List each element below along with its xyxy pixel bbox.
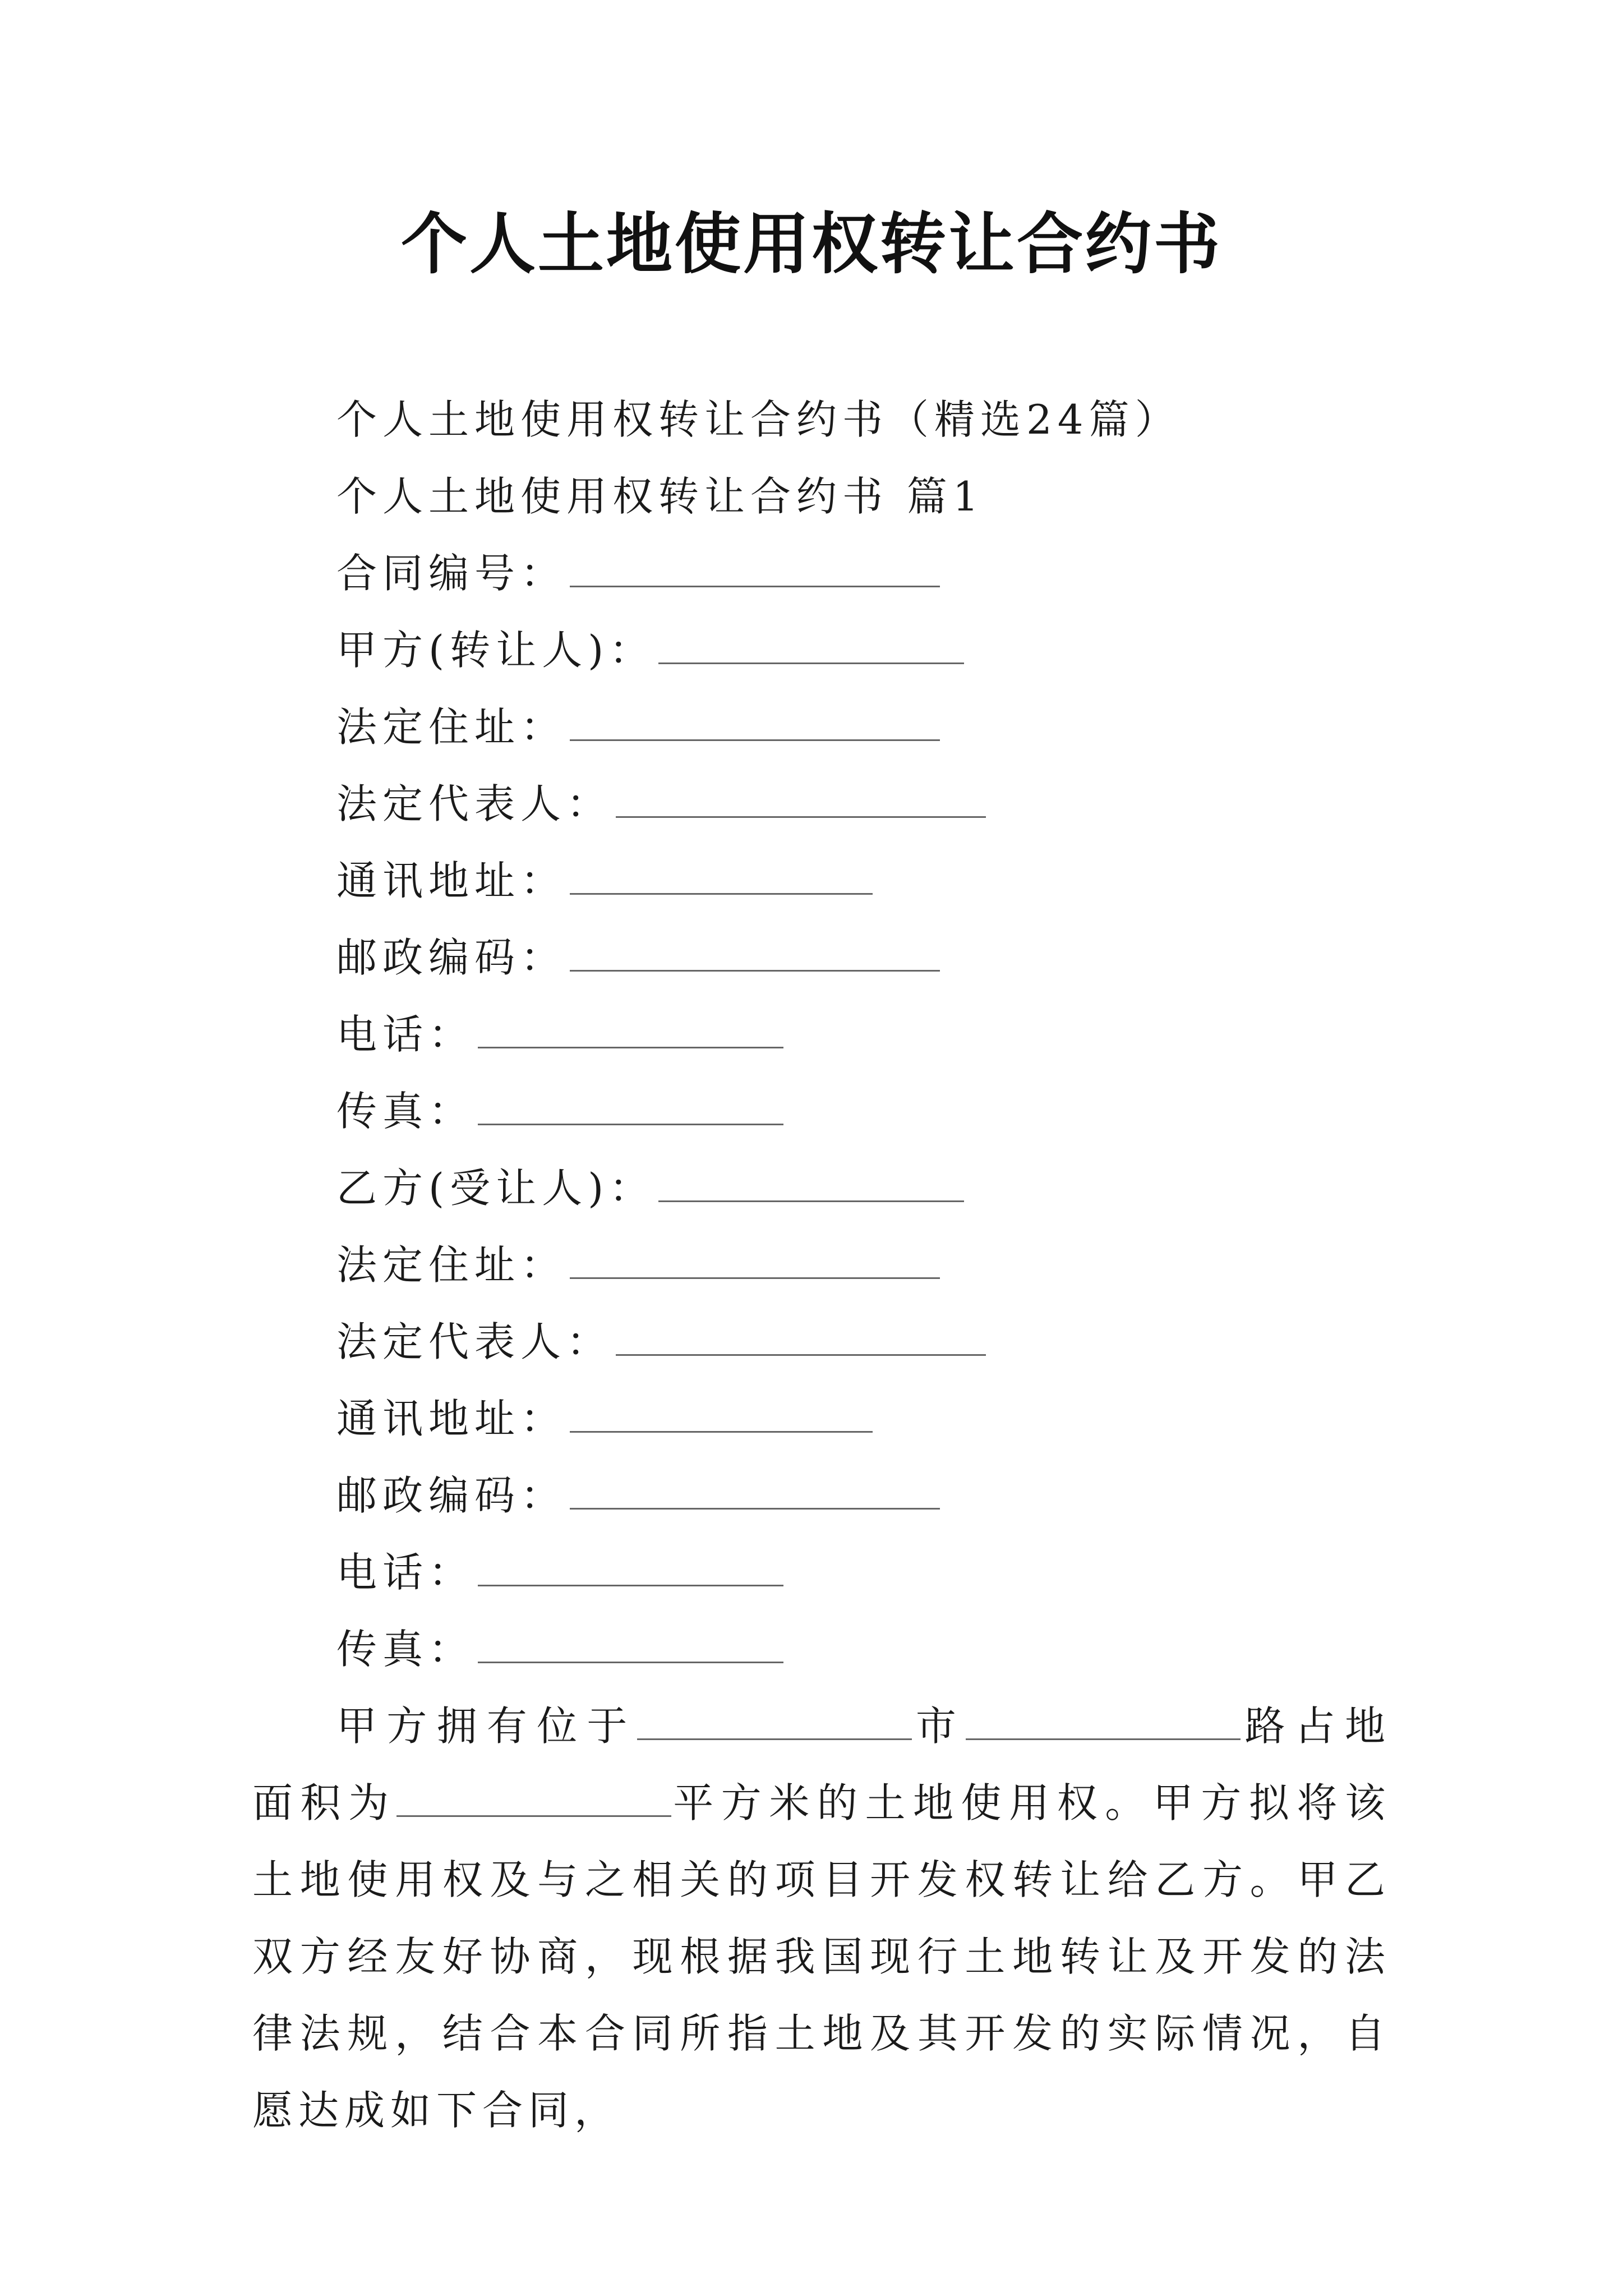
party-b-fax-blank[interactable] xyxy=(478,1629,783,1663)
party-b-mail-address-row xyxy=(252,1381,1391,1457)
road-blank[interactable] xyxy=(966,1706,1241,1740)
party-a-blank[interactable] xyxy=(658,630,964,664)
agreement-paragraph xyxy=(252,1688,1391,2149)
paragraph-text: 市 xyxy=(911,1703,966,1750)
party-a-row xyxy=(252,612,1391,689)
field-label: 法定代表人： xyxy=(336,780,613,827)
field-label: 法定住址： xyxy=(336,1241,567,1289)
area-blank[interactable] xyxy=(396,1783,671,1817)
party-b-zip-row xyxy=(252,1457,1391,1534)
contract-number-row xyxy=(252,535,1391,612)
party-a-zip-row xyxy=(252,919,1391,996)
page-title: 个人土地使用权转让合约书 xyxy=(400,205,1222,283)
party-b-mail-address-blank[interactable] xyxy=(570,1398,873,1433)
party-b-row xyxy=(252,1150,1391,1227)
party-a-representative-row xyxy=(252,766,1391,843)
party-b-zip-blank[interactable] xyxy=(570,1475,940,1510)
party-a-mail-address-row xyxy=(252,843,1391,919)
field-label: 甲方(转让人)： xyxy=(336,627,656,674)
party-b-address-blank[interactable] xyxy=(570,1245,940,1279)
field-label: 法定代表人： xyxy=(336,1318,613,1365)
party-a-phone-blank[interactable] xyxy=(478,1014,783,1048)
party-a-fax-row xyxy=(252,1073,1391,1150)
document-body xyxy=(252,381,1391,2149)
party-b-fax-row xyxy=(252,1611,1391,1688)
field-label: 法定住址： xyxy=(336,703,567,751)
paragraph-text: 平方米的土地使用权。甲方拟将该土地使用权及与之相关的项目开发权转让给乙方。甲乙双方经友好协商，现根据我国现行土地转让及开发的法律法规，结合本合同所指土地及其开发的实际情况，自愿达成如下合同， xyxy=(252,1779,1391,2134)
section-heading: 个人土地使用权转让合约书 篇1 xyxy=(336,473,984,520)
field-label: 通讯地址： xyxy=(336,857,567,904)
city-blank[interactable] xyxy=(637,1706,912,1740)
field-label: 合同编号： xyxy=(336,550,567,597)
field-label: 传真： xyxy=(336,1626,475,1673)
party-b-phone-blank[interactable] xyxy=(478,1552,783,1586)
party-a-fax-blank[interactable] xyxy=(478,1091,783,1125)
field-label: 电话： xyxy=(336,1011,475,1058)
field-label: 邮政编码： xyxy=(336,934,567,981)
party-b-phone-row xyxy=(252,1534,1391,1611)
field-label: 邮政编码： xyxy=(336,1472,567,1519)
party-b-blank[interactable] xyxy=(658,1168,964,1202)
field-label: 传真： xyxy=(336,1088,475,1135)
party-a-phone-row xyxy=(252,996,1391,1073)
subtitle: 个人土地使用权转让合约书（精选24篇） xyxy=(336,396,1181,443)
party-a-representative-blank[interactable] xyxy=(616,784,986,818)
party-a-mail-address-blank[interactable] xyxy=(570,861,873,895)
contract-number-blank[interactable] xyxy=(570,553,940,587)
field-label: 乙方(受让人)： xyxy=(336,1165,656,1212)
party-a-address-blank[interactable] xyxy=(570,707,940,741)
party-a-address-row xyxy=(252,689,1391,766)
party-a-zip-blank[interactable] xyxy=(570,937,940,972)
field-label: 通讯地址： xyxy=(336,1395,567,1442)
paragraph-text: 甲方拥有位于 xyxy=(336,1703,637,1750)
party-b-representative-row xyxy=(252,1304,1391,1381)
party-b-address-row xyxy=(252,1227,1391,1304)
paragraph-text: 路占地面积为 xyxy=(252,1703,1391,1826)
party-b-representative-blank[interactable] xyxy=(616,1322,986,1356)
field-label: 电话： xyxy=(336,1549,475,1596)
